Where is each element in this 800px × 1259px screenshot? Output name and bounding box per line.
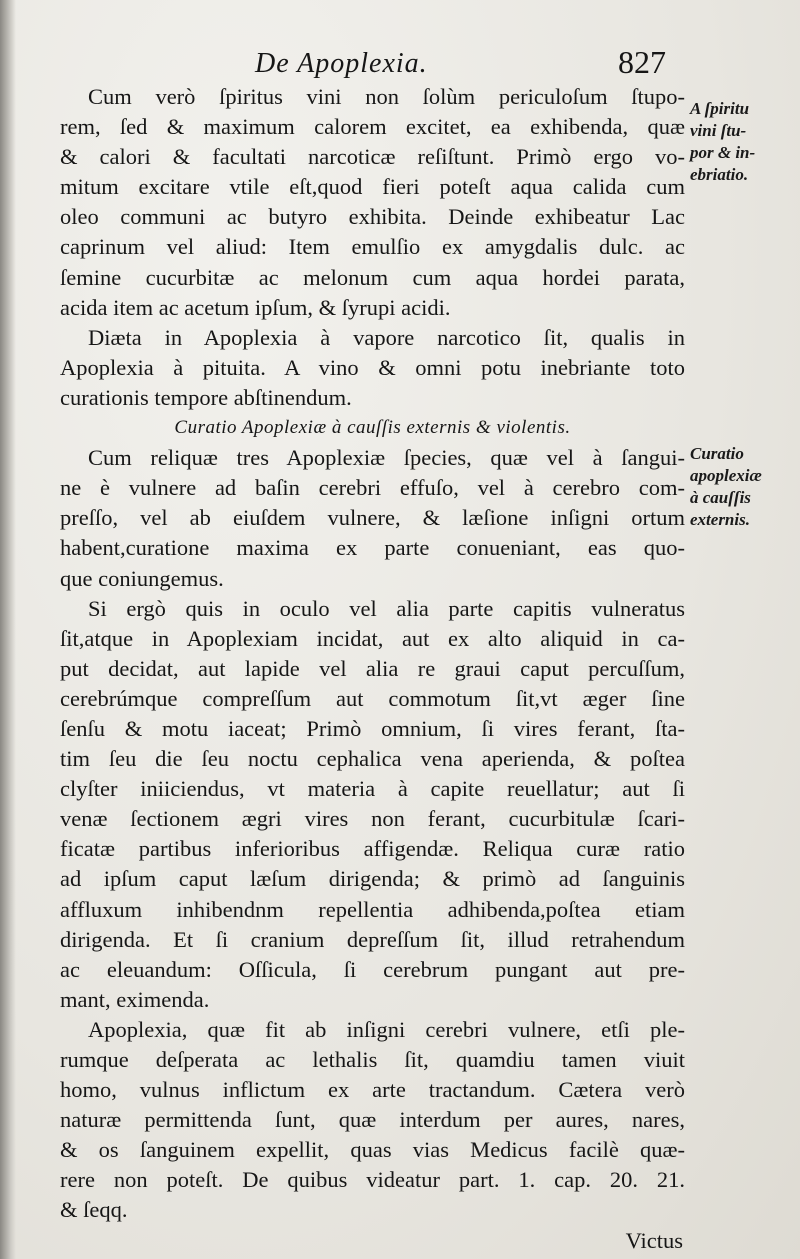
margin-note-line: ebriatio. xyxy=(690,165,749,184)
section-heading: Curatio Apoplexiæ à cauſſis externis & violentis. xyxy=(174,417,571,439)
text-line: clyſter iniiciendus, vt materia à capite reuellatur; aut ſi xyxy=(60,776,685,802)
text-line: habent,curatione maxima ex parte conueniant, eas quo- xyxy=(60,535,685,561)
text-line: ſenſu & motu iaceat; Primò omnium, ſi vires ferant, ſta- xyxy=(60,715,685,741)
text-line: Si ergò quis in oculo vel alia parte capitis vulneratus xyxy=(88,595,685,621)
margin-note-line: apoplexiæ xyxy=(690,466,762,485)
binding-gutter xyxy=(0,0,16,1259)
text-line: Cum reliquæ tres Apoplexiæ ſpecies, quæ vel à ſangui- xyxy=(88,445,685,471)
text-line: mant, eximenda. xyxy=(60,986,210,1012)
text-line: naturæ permittenda ſunt, quæ interdum per aures, nares, xyxy=(60,1107,685,1133)
text-line: rere non poteſt. De quibus videatur part. 1. cap. 20. 21. xyxy=(60,1167,685,1193)
text-line: rem, ſed & maximum calorem excitet, ea exhibenda, quæ xyxy=(60,114,685,140)
text-line: ficatæ partibus inferioribus affigendæ. Reliqua curæ ratio xyxy=(60,836,685,862)
text-line: ſemine cucurbitæ ac melonum cum aqua hordei parata, xyxy=(60,264,685,290)
text-line: Cum verò ſpiritus vini non ſolùm periculoſum ſtupo- xyxy=(88,84,685,109)
text-line: oleo communi ac butyro exhibita. Deinde exhibeatur Lac xyxy=(60,204,685,230)
text-line: ad ipſum caput læſum dirigenda; & primò ad ſanguinis xyxy=(60,866,685,892)
text-line: Diæta in Apoplexia à vapore narcotico ſit, qualis in xyxy=(88,324,685,350)
margin-note-line: externis. xyxy=(690,510,750,529)
margin-note-line: Curatio xyxy=(690,444,744,463)
text-line: ac eleuandum: Oſſicula, ſi cerebrum pungant aut pre- xyxy=(60,956,685,982)
text-line: ſit,atque in Apoplexiam incidat, aut ex alto aliquid in ca- xyxy=(60,625,685,651)
text-line: cerebrúmque compreſſum aut commotum ſit,vt æger ſine xyxy=(60,685,685,711)
text-line: preſſo, vel ab eiuſdem vulnere, & læſione inſigni ortum xyxy=(60,505,685,531)
margin-note-line: A ſpiritu xyxy=(690,99,750,118)
text-line: & calori & facultati narcoticæ reſiſtunt. Primò ergo vo- xyxy=(60,144,685,170)
margin-note-curatio xyxy=(690,443,800,531)
text-line: affluxum inhibendnm repellentia adhibenda,poſtea etiam xyxy=(60,896,685,922)
text-line: put decidat, aut lapide vel alia re graui caput percuſſum, xyxy=(60,655,685,681)
text-line: curationis tempore abſtinendum. xyxy=(60,384,352,410)
text-line: & os ſanguinem expellit, quas vias Medicus facilè quæ- xyxy=(60,1137,685,1163)
margin-note-line: vini ſtu- xyxy=(690,121,747,140)
text-line: homo, vulnus inflictum ex arte tractandum. Cætera verò xyxy=(60,1077,685,1103)
text-line: & ſeqq. xyxy=(60,1197,128,1223)
body-text xyxy=(60,82,685,1256)
text-line: tim ſeu die ſeu noctu cephalica vena aperienda, & poſtea xyxy=(60,746,685,772)
page-number: 827 xyxy=(618,44,666,80)
text-line: caprinum vel aliud: Item emulſio ex amygdalis dulc. ac xyxy=(60,234,685,260)
text-line: Apoplexia, quæ fit ab inſigni cerebri vulnere, etſi ple- xyxy=(88,1016,685,1042)
text-line: acida item ac acetum ipſum, & ſyrupi acidi. xyxy=(60,294,451,320)
text-line: que coniungemus. xyxy=(60,565,224,591)
margin-note-line: por & in- xyxy=(690,143,756,162)
text-line: rumque deſperata ac lethalis ſit, quamdiu tamen viuit xyxy=(60,1047,685,1072)
text-line: mitum excitare vtile eſt,quod fieri poteſt aqua calida cum xyxy=(60,174,685,200)
text-line: dirigenda. Et ſi cranium depreſſum ſit, illud retrahendum xyxy=(60,926,685,952)
text-line: ne è vulnere ad baſin cerebri effuſo, vel à cerebro com- xyxy=(60,475,685,501)
margin-note-spiritus-vini xyxy=(690,98,800,186)
running-title: De Apoplexia. xyxy=(255,48,428,79)
text-line: venæ ſectionem ægri vires non ferant, cucurbitulæ ſcari- xyxy=(60,806,685,832)
text-line: Apoplexia à pituita. A vino & omni potu inebriante toto xyxy=(60,354,685,380)
text-line: Victus xyxy=(625,1227,683,1253)
margin-note-line: à cauſſis xyxy=(690,488,751,507)
